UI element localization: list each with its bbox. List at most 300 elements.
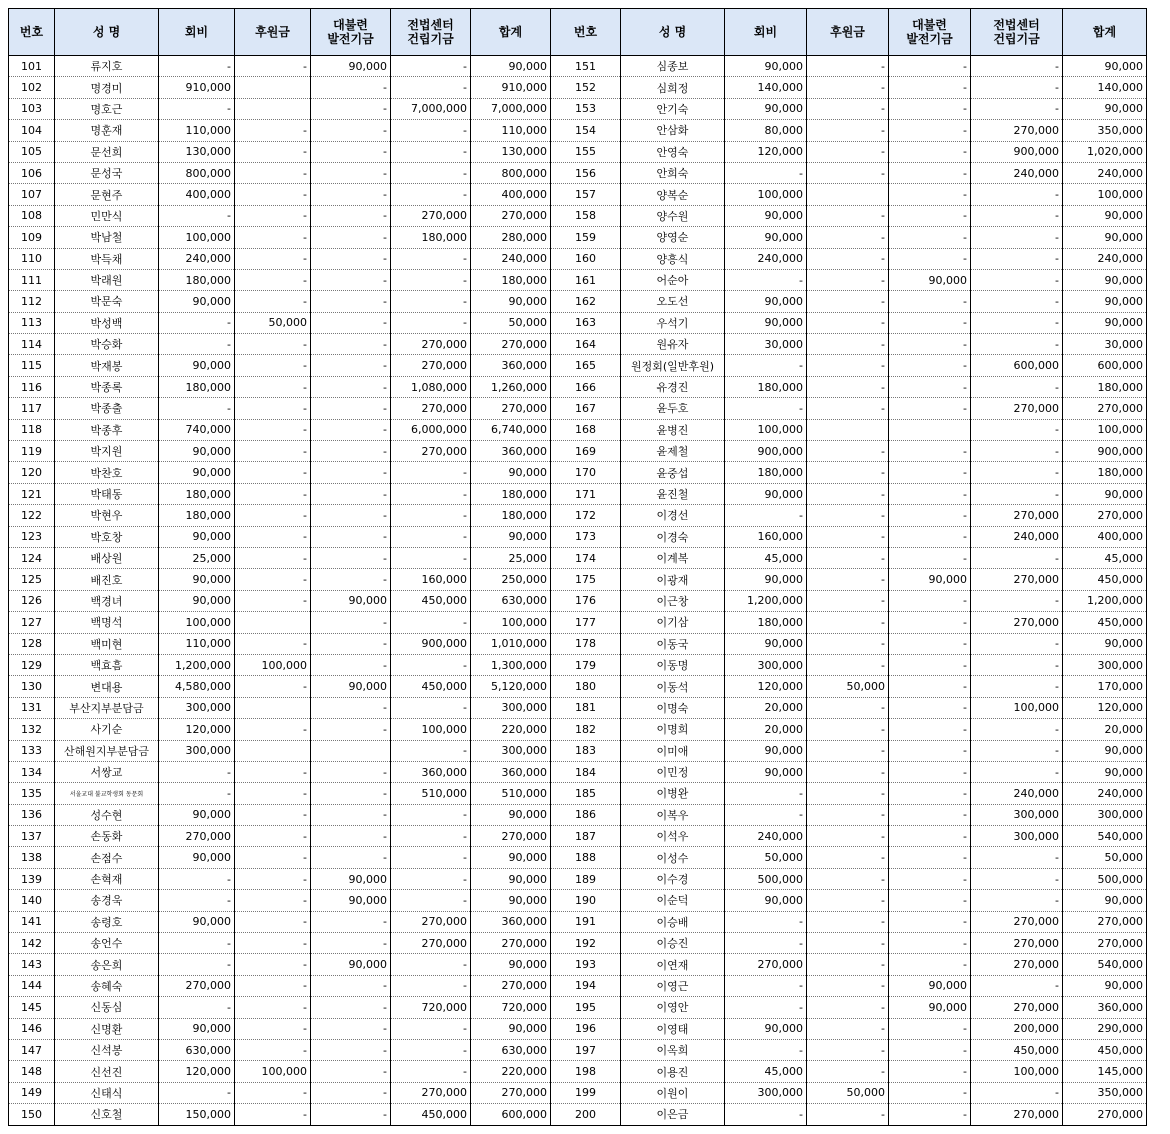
- cell-donation: -: [807, 398, 889, 419]
- cell-development-fund: -: [889, 954, 971, 975]
- cell-donation: -: [807, 98, 889, 119]
- cell-number: 191: [551, 911, 621, 932]
- cell-total: 1,200,000: [1063, 590, 1147, 611]
- cell-name: 이병완: [621, 783, 725, 804]
- cell-total: 1,020,000: [1063, 141, 1147, 162]
- cell-center-building-fund: -: [971, 890, 1063, 911]
- cell-center-building-fund: -: [391, 56, 471, 77]
- cell-center-building-fund: -: [391, 740, 471, 761]
- table-row: [9, 868, 1147, 889]
- cell-development-fund: -: [311, 227, 391, 248]
- cell-total: 350,000: [1063, 120, 1147, 141]
- cell-center-building-fund: 510,000: [391, 783, 471, 804]
- cell-center-building-fund: -: [391, 975, 471, 996]
- cell-center-building-fund: -: [391, 248, 471, 269]
- cell-number: 151: [551, 56, 621, 77]
- cell-membership-fee: -: [159, 868, 235, 889]
- cell-donation: -: [235, 483, 311, 504]
- cell-number: 134: [9, 761, 55, 782]
- cell-name: 박찬호: [55, 462, 159, 483]
- cell-donation: -: [807, 162, 889, 183]
- cell-total: 290,000: [1063, 1018, 1147, 1039]
- cell-donation: -: [235, 120, 311, 141]
- cell-total: 90,000: [1063, 633, 1147, 654]
- table-row: [9, 505, 1147, 526]
- cell-number: 171: [551, 483, 621, 504]
- table-row: [9, 205, 1147, 226]
- cell-development-fund: 90,000: [311, 890, 391, 911]
- cell-name: 류지호: [55, 56, 159, 77]
- cell-center-building-fund: -: [971, 761, 1063, 782]
- cell-name: 명훈재: [55, 120, 159, 141]
- table-row: [9, 184, 1147, 205]
- cell-name: 백효흠: [55, 654, 159, 675]
- cell-membership-fee: 180,000: [725, 612, 807, 633]
- cell-donation: -: [235, 804, 311, 825]
- cell-name: 윤진철: [621, 483, 725, 504]
- table-row: [9, 933, 1147, 954]
- cell-name: 이연재: [621, 954, 725, 975]
- cell-donation: -: [235, 269, 311, 290]
- cell-center-building-fund: -: [391, 847, 471, 868]
- cell-center-building-fund: 600,000: [971, 355, 1063, 376]
- cell-development-fund: -: [311, 505, 391, 526]
- cell-donation: -: [807, 291, 889, 312]
- cell-number: 144: [9, 975, 55, 996]
- table-row: [9, 227, 1147, 248]
- cell-donation: -: [235, 419, 311, 440]
- cell-center-building-fund: 1,080,000: [391, 376, 471, 397]
- cell-development-fund: -: [311, 1104, 391, 1125]
- cell-donation: -: [235, 248, 311, 269]
- table-row: [9, 633, 1147, 654]
- table-row: [9, 376, 1147, 397]
- cell-center-building-fund: 270,000: [971, 612, 1063, 633]
- cell-number: 149: [9, 1082, 55, 1103]
- cell-donation: -: [235, 719, 311, 740]
- cell-center-building-fund: 7,000,000: [391, 98, 471, 119]
- cell-donation: -: [235, 141, 311, 162]
- cell-development-fund: -: [311, 975, 391, 996]
- cell-name: 안삼화: [621, 120, 725, 141]
- cell-membership-fee: 90,000: [159, 355, 235, 376]
- cell-membership-fee: 90,000: [725, 291, 807, 312]
- cell-donation: -: [235, 676, 311, 697]
- cell-center-building-fund: -: [391, 1018, 471, 1039]
- cell-name: 이복우: [621, 804, 725, 825]
- cell-total: 145,000: [1063, 1061, 1147, 1082]
- cell-development-fund: -: [889, 184, 971, 205]
- cell-name: 이순덕: [621, 890, 725, 911]
- cell-center-building-fund: 270,000: [971, 398, 1063, 419]
- cell-donation: [235, 740, 311, 761]
- cell-development-fund: -: [889, 77, 971, 98]
- cell-membership-fee: 1,200,000: [725, 590, 807, 611]
- cell-total: 90,000: [1063, 227, 1147, 248]
- cell-number: 136: [9, 804, 55, 825]
- cell-center-building-fund: 270,000: [391, 355, 471, 376]
- cell-donation: -: [235, 826, 311, 847]
- cell-center-building-fund: 270,000: [391, 1082, 471, 1103]
- cell-number: 106: [9, 162, 55, 183]
- cell-center-building-fund: -: [971, 483, 1063, 504]
- cell-number: 137: [9, 826, 55, 847]
- cell-name: 이근창: [621, 590, 725, 611]
- cell-membership-fee: 100,000: [159, 612, 235, 633]
- cell-donation: -: [235, 184, 311, 205]
- cell-center-building-fund: -: [391, 868, 471, 889]
- cell-center-building-fund: -: [391, 826, 471, 847]
- cell-number: 162: [551, 291, 621, 312]
- cell-number: 159: [551, 227, 621, 248]
- cell-donation: [807, 184, 889, 205]
- cell-development-fund: -: [889, 911, 971, 932]
- cell-membership-fee: 180,000: [725, 462, 807, 483]
- cell-total: 250,000: [471, 569, 551, 590]
- cell-number: 101: [9, 56, 55, 77]
- cell-total: 1,010,000: [471, 633, 551, 654]
- cell-number: 131: [9, 697, 55, 718]
- header-donation: 후원금: [807, 9, 889, 56]
- cell-number: 181: [551, 697, 621, 718]
- cell-development-fund: -: [889, 248, 971, 269]
- cell-number: 117: [9, 398, 55, 419]
- cell-center-building-fund: 240,000: [971, 526, 1063, 547]
- cell-membership-fee: 90,000: [159, 441, 235, 462]
- cell-development-fund: -: [311, 612, 391, 633]
- cell-number: 108: [9, 205, 55, 226]
- cell-total: 450,000: [1063, 612, 1147, 633]
- cell-name: 박문숙: [55, 291, 159, 312]
- cell-donation: -: [807, 569, 889, 590]
- cell-total: 140,000: [1063, 77, 1147, 98]
- cell-membership-fee: -: [159, 1082, 235, 1103]
- cell-center-building-fund: 450,000: [391, 676, 471, 697]
- cell-name: 심희정: [621, 77, 725, 98]
- cell-membership-fee: -: [725, 975, 807, 996]
- cell-development-fund: -: [889, 697, 971, 718]
- table-row: [9, 847, 1147, 868]
- cell-development-fund: 90,000: [311, 868, 391, 889]
- cell-membership-fee: -: [159, 933, 235, 954]
- cell-membership-fee: 90,000: [725, 761, 807, 782]
- cell-development-fund: -: [311, 419, 391, 440]
- cell-development-fund: -: [311, 1018, 391, 1039]
- cell-name: 신태식: [55, 1082, 159, 1103]
- cell-number: 114: [9, 334, 55, 355]
- cell-number: 130: [9, 676, 55, 697]
- cell-membership-fee: -: [159, 783, 235, 804]
- cell-donation: -: [235, 505, 311, 526]
- cell-development-fund: 90,000: [889, 569, 971, 590]
- cell-donation: -: [807, 633, 889, 654]
- cell-development-fund: -: [889, 826, 971, 847]
- cell-center-building-fund: -: [391, 654, 471, 675]
- cell-membership-fee: 500,000: [725, 868, 807, 889]
- cell-donation: -: [807, 740, 889, 761]
- header-row: [9, 9, 1147, 56]
- cell-number: 180: [551, 676, 621, 697]
- cell-number: 156: [551, 162, 621, 183]
- cell-total: 1,260,000: [471, 376, 551, 397]
- cell-number: 150: [9, 1104, 55, 1125]
- cell-donation: [235, 612, 311, 633]
- table-row: [9, 975, 1147, 996]
- cell-membership-fee: 120,000: [159, 719, 235, 740]
- cell-donation: -: [235, 376, 311, 397]
- cell-name: 안기숙: [621, 98, 725, 119]
- cell-donation: -: [807, 227, 889, 248]
- cell-development-fund: [889, 419, 971, 440]
- cell-total: 90,000: [1063, 890, 1147, 911]
- cell-membership-fee: 180,000: [159, 269, 235, 290]
- cell-number: 148: [9, 1061, 55, 1082]
- cell-membership-fee: -: [159, 98, 235, 119]
- cell-name: 백경녀: [55, 590, 159, 611]
- cell-total: 300,000: [471, 697, 551, 718]
- cell-development-fund: -: [889, 312, 971, 333]
- table-row: [9, 719, 1147, 740]
- cell-center-building-fund: -: [391, 269, 471, 290]
- cell-center-building-fund: -: [971, 633, 1063, 654]
- cell-number: 112: [9, 291, 55, 312]
- donation-ledger-table: [8, 8, 1147, 1126]
- cell-donation: -: [235, 890, 311, 911]
- cell-total: 720,000: [471, 997, 551, 1018]
- cell-development-fund: -: [889, 291, 971, 312]
- cell-name: 박현우: [55, 505, 159, 526]
- cell-membership-fee: 910,000: [159, 77, 235, 98]
- cell-donation: [235, 697, 311, 718]
- cell-development-fund: -: [889, 890, 971, 911]
- cell-membership-fee: 1,200,000: [159, 654, 235, 675]
- cell-donation: -: [235, 1082, 311, 1103]
- cell-donation: -: [235, 291, 311, 312]
- cell-development-fund: -: [311, 141, 391, 162]
- cell-development-fund: -: [311, 77, 391, 98]
- cell-number: 170: [551, 462, 621, 483]
- cell-membership-fee: 240,000: [725, 248, 807, 269]
- cell-membership-fee: 240,000: [159, 248, 235, 269]
- cell-total: 30,000: [1063, 334, 1147, 355]
- cell-donation: -: [235, 526, 311, 547]
- cell-number: 104: [9, 120, 55, 141]
- cell-total: 180,000: [471, 269, 551, 290]
- table-row: [9, 1082, 1147, 1103]
- header-center-building-fund: 전법센터 건립기금: [391, 9, 471, 56]
- cell-donation: -: [807, 1018, 889, 1039]
- cell-donation: -: [235, 975, 311, 996]
- header-center-building-fund: 전법센터 건립기금: [971, 9, 1063, 56]
- cell-development-fund: -: [889, 526, 971, 547]
- cell-donation: [807, 419, 889, 440]
- cell-center-building-fund: -: [391, 505, 471, 526]
- cell-center-building-fund: 270,000: [391, 441, 471, 462]
- cell-membership-fee: -: [725, 933, 807, 954]
- cell-development-fund: -: [311, 847, 391, 868]
- cell-name: 우석기: [621, 312, 725, 333]
- cell-donation: -: [807, 783, 889, 804]
- cell-center-building-fund: -: [391, 483, 471, 504]
- cell-donation: -: [235, 997, 311, 1018]
- cell-membership-fee: 90,000: [725, 312, 807, 333]
- cell-number: 194: [551, 975, 621, 996]
- cell-total: 450,000: [1063, 1039, 1147, 1060]
- cell-total: 90,000: [1063, 761, 1147, 782]
- cell-membership-fee: 100,000: [159, 227, 235, 248]
- cell-name: 명호근: [55, 98, 159, 119]
- cell-name: 이용진: [621, 1061, 725, 1082]
- cell-number: 143: [9, 954, 55, 975]
- cell-total: 270,000: [471, 398, 551, 419]
- cell-development-fund: -: [311, 462, 391, 483]
- cell-name: 이승진: [621, 933, 725, 954]
- cell-center-building-fund: 270,000: [971, 505, 1063, 526]
- table-row: [9, 483, 1147, 504]
- cell-center-building-fund: -: [971, 269, 1063, 290]
- cell-total: 240,000: [1063, 162, 1147, 183]
- cell-development-fund: -: [311, 334, 391, 355]
- cell-membership-fee: 300,000: [159, 740, 235, 761]
- cell-membership-fee: 630,000: [159, 1039, 235, 1060]
- cell-membership-fee: 110,000: [159, 120, 235, 141]
- cell-development-fund: -: [311, 355, 391, 376]
- cell-membership-fee: 90,000: [725, 740, 807, 761]
- cell-total: 90,000: [1063, 312, 1147, 333]
- cell-total: 360,000: [471, 441, 551, 462]
- cell-donation: -: [235, 398, 311, 419]
- table-row: [9, 419, 1147, 440]
- cell-center-building-fund: 270,000: [971, 120, 1063, 141]
- header-donation: 후원금: [235, 9, 311, 56]
- cell-total: 540,000: [1063, 826, 1147, 847]
- cell-membership-fee: 150,000: [159, 1104, 235, 1125]
- cell-center-building-fund: -: [971, 676, 1063, 697]
- cell-total: 900,000: [1063, 441, 1147, 462]
- cell-name: 이명희: [621, 719, 725, 740]
- cell-center-building-fund: 200,000: [971, 1018, 1063, 1039]
- cell-number: 135: [9, 783, 55, 804]
- cell-center-building-fund: -: [391, 141, 471, 162]
- cell-donation: -: [235, 868, 311, 889]
- cell-number: 183: [551, 740, 621, 761]
- cell-donation: -: [807, 1039, 889, 1060]
- cell-membership-fee: 110,000: [159, 633, 235, 654]
- cell-center-building-fund: 100,000: [971, 697, 1063, 718]
- cell-membership-fee: 90,000: [159, 590, 235, 611]
- cell-name: 박성백: [55, 312, 159, 333]
- cell-membership-fee: 180,000: [159, 376, 235, 397]
- cell-number: 129: [9, 654, 55, 675]
- cell-name: 양영순: [621, 227, 725, 248]
- table-row: [9, 526, 1147, 547]
- cell-membership-fee: -: [725, 783, 807, 804]
- cell-donation: -: [807, 248, 889, 269]
- cell-development-fund: -: [889, 654, 971, 675]
- cell-membership-fee: -: [725, 355, 807, 376]
- cell-donation: -: [807, 933, 889, 954]
- cell-number: 133: [9, 740, 55, 761]
- cell-number: 168: [551, 419, 621, 440]
- cell-development-fund: -: [889, 633, 971, 654]
- cell-membership-fee: 45,000: [725, 1061, 807, 1082]
- cell-membership-fee: 180,000: [725, 376, 807, 397]
- cell-total: 300,000: [1063, 804, 1147, 825]
- cell-donation: -: [807, 334, 889, 355]
- cell-number: 161: [551, 269, 621, 290]
- cell-name: 이경숙: [621, 526, 725, 547]
- table-row: [9, 334, 1147, 355]
- cell-development-fund: -: [311, 933, 391, 954]
- header-total: 합계: [471, 9, 551, 56]
- cell-development-fund: -: [889, 740, 971, 761]
- table-row: [9, 761, 1147, 782]
- cell-center-building-fund: -: [391, 312, 471, 333]
- cell-name: 박태동: [55, 483, 159, 504]
- cell-development-fund: -: [889, 162, 971, 183]
- cell-number: 128: [9, 633, 55, 654]
- cell-number: 177: [551, 612, 621, 633]
- cell-center-building-fund: 300,000: [971, 804, 1063, 825]
- cell-center-building-fund: -: [391, 697, 471, 718]
- header-name: 성 명: [55, 9, 159, 56]
- table-row: [9, 355, 1147, 376]
- cell-development-fund: 90,000: [889, 975, 971, 996]
- cell-membership-fee: 20,000: [725, 719, 807, 740]
- table-row: [9, 141, 1147, 162]
- cell-donation: -: [807, 505, 889, 526]
- cell-name: 문성국: [55, 162, 159, 183]
- cell-membership-fee: 90,000: [159, 847, 235, 868]
- header-membership-fee: 회비: [159, 9, 235, 56]
- cell-center-building-fund: 900,000: [391, 633, 471, 654]
- cell-name: 문현주: [55, 184, 159, 205]
- table-row: [9, 590, 1147, 611]
- cell-number: 107: [9, 184, 55, 205]
- cell-number: 141: [9, 911, 55, 932]
- cell-name: 이계복: [621, 547, 725, 568]
- cell-donation: 50,000: [807, 676, 889, 697]
- cell-number: 182: [551, 719, 621, 740]
- cell-total: 90,000: [471, 868, 551, 889]
- cell-total: 90,000: [1063, 269, 1147, 290]
- cell-name: 신호철: [55, 1104, 159, 1125]
- cell-membership-fee: 300,000: [159, 697, 235, 718]
- cell-center-building-fund: 270,000: [391, 398, 471, 419]
- cell-total: 360,000: [1063, 997, 1147, 1018]
- cell-development-fund: -: [889, 676, 971, 697]
- cell-number: 124: [9, 547, 55, 568]
- cell-center-building-fund: 270,000: [391, 911, 471, 932]
- cell-donation: -: [807, 868, 889, 889]
- cell-development-fund: -: [311, 269, 391, 290]
- cell-number: 155: [551, 141, 621, 162]
- cell-total: 90,000: [471, 954, 551, 975]
- cell-donation: -: [235, 847, 311, 868]
- cell-number: 119: [9, 441, 55, 462]
- cell-center-building-fund: -: [391, 120, 471, 141]
- table-row: [9, 547, 1147, 568]
- cell-donation: -: [235, 590, 311, 611]
- header-name: 성 명: [621, 9, 725, 56]
- cell-name: 이민정: [621, 761, 725, 782]
- cell-membership-fee: 120,000: [725, 141, 807, 162]
- cell-center-building-fund: 100,000: [971, 1061, 1063, 1082]
- cell-development-fund: -: [311, 120, 391, 141]
- cell-total: 220,000: [471, 719, 551, 740]
- cell-donation: -: [807, 120, 889, 141]
- cell-development-fund: -: [889, 933, 971, 954]
